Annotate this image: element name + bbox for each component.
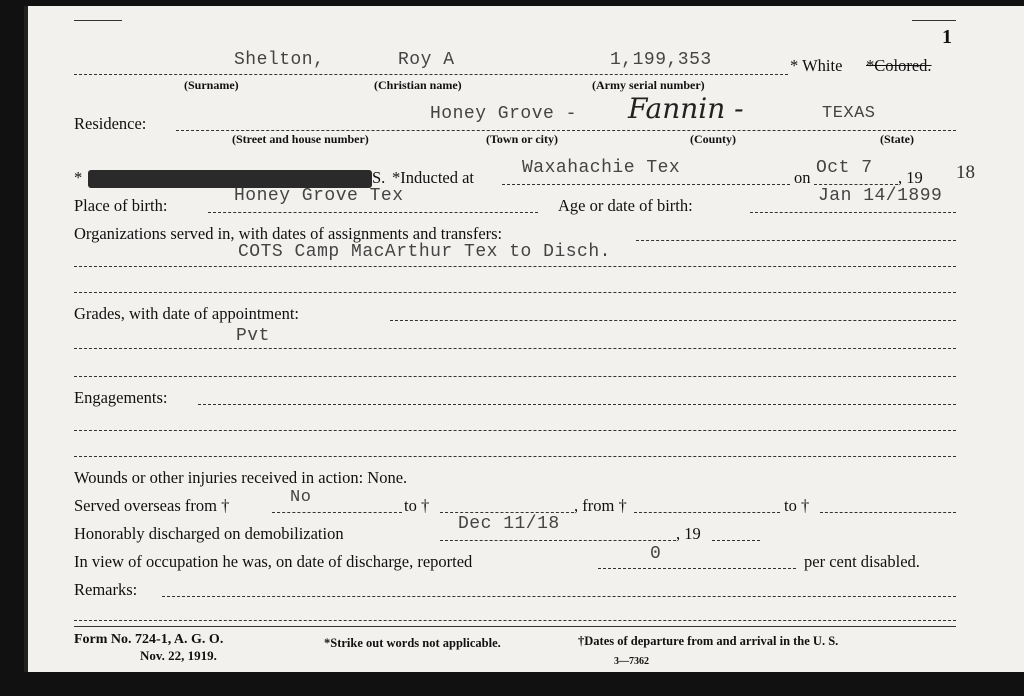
street-label: (Street and house number) xyxy=(232,132,369,146)
christian-name-label: (Christian name) xyxy=(374,78,462,92)
overseas-to-label: to † xyxy=(404,496,430,515)
service-record-card xyxy=(24,6,1024,672)
discharge-line xyxy=(440,540,676,541)
birthplace-line xyxy=(208,212,538,213)
remarks-label: Remarks: xyxy=(74,580,138,599)
overseas-from2-label: , from † xyxy=(574,496,627,515)
overseas-to2-label: to † xyxy=(784,496,810,515)
organizations-value: COTS Camp MacArthur Tex to Disch. xyxy=(238,242,611,262)
town-label: (Town or city) xyxy=(486,132,558,146)
state-label: (State) xyxy=(880,132,914,146)
footer-rule xyxy=(74,626,956,627)
surname-label: (Surname) xyxy=(184,78,239,92)
enlisted-suffix: S. xyxy=(372,168,386,187)
name-line xyxy=(74,74,788,75)
top-right-rule xyxy=(912,20,956,21)
residence-town: Honey Grove - xyxy=(430,104,577,124)
discharge-year-label: , 19 xyxy=(676,524,701,543)
grades-line-1 xyxy=(390,320,956,321)
inducted-year: 18 xyxy=(956,162,975,183)
organizations-line-2 xyxy=(74,266,956,267)
inducted-year-prefix: , 19 xyxy=(898,168,923,187)
age-label: Age or date of birth: xyxy=(558,196,693,215)
form-number: Form No. 724-1, A. G. O. xyxy=(74,632,224,647)
disability-value: 0 xyxy=(650,544,662,564)
birth-date-value: Jan 14/1899 xyxy=(818,186,943,206)
birthplace-label: Place of birth: xyxy=(74,196,168,215)
residence-state: TEXAS xyxy=(822,104,876,123)
dates-note: †Dates of departure from and arrival in the U. S. xyxy=(578,634,839,648)
inducted-date-line xyxy=(814,184,898,185)
inducted-on-label: on xyxy=(794,168,811,187)
inducted-label: *Inducted at xyxy=(392,168,475,187)
grades-label: Grades, with date of appointment: xyxy=(74,304,299,323)
race-colored: *Colored. xyxy=(866,56,932,75)
county-label: (County) xyxy=(690,132,737,146)
form-date: Nov. 22, 1919. xyxy=(140,648,217,663)
residence-county: Fannin - xyxy=(628,92,744,125)
discharge-year-line xyxy=(712,540,760,541)
organizations-line-1 xyxy=(636,240,956,241)
engagements-line-1 xyxy=(198,404,956,405)
enlisted-asterisk: * xyxy=(74,168,83,187)
form-code: 3—7362 xyxy=(614,656,649,667)
organizations-line-3 xyxy=(74,292,956,293)
discharge-date: Dec 11/18 xyxy=(458,514,560,534)
overseas-from2-line xyxy=(634,512,780,513)
engagements-line-2 xyxy=(74,430,956,431)
residence-label: Residence: xyxy=(74,114,147,133)
birthplace-value: Honey Grove Tex xyxy=(234,186,404,206)
top-left-rule xyxy=(74,20,122,21)
overseas-to-line xyxy=(440,512,574,513)
engagements-label: Engagements: xyxy=(74,388,168,407)
grades-line-3 xyxy=(74,376,956,377)
disability-suffix: per cent disabled. xyxy=(804,552,920,571)
engagements-line-3 xyxy=(74,456,956,457)
inducted-place: Waxahachie Tex xyxy=(522,158,681,178)
wounds-text: Wounds or other injuries received in action: None. xyxy=(74,468,408,487)
strike-note: *Strike out words not applicable. xyxy=(324,636,501,650)
grades-value: Pvt xyxy=(236,326,270,346)
remarks-line-2 xyxy=(74,620,956,621)
disability-label: In view of occupation he was, on date of discharge, reported xyxy=(74,552,473,571)
grades-line-2 xyxy=(74,348,956,349)
overseas-to2-line xyxy=(820,512,956,513)
christian-name-value: Roy A xyxy=(398,50,455,70)
remarks-line-1 xyxy=(162,596,956,597)
disability-line xyxy=(598,568,796,569)
overseas-value: No xyxy=(290,488,312,507)
age-line xyxy=(750,212,956,213)
serial-number-value: 1,199,353 xyxy=(610,50,712,70)
race-white: * White xyxy=(790,56,843,75)
surname-value: Shelton, xyxy=(234,50,325,70)
overseas-label: Served overseas from † xyxy=(74,496,230,515)
inducted-line xyxy=(502,184,790,185)
discharge-label: Honorably discharged on demobilization xyxy=(74,524,344,543)
residence-line xyxy=(176,130,956,131)
overseas-from-line xyxy=(272,512,402,513)
inducted-date: Oct 7 xyxy=(816,158,873,178)
organizations-label: Organizations served in, with dates of assignments and transfers: xyxy=(74,224,503,243)
card-number: 1 xyxy=(942,26,952,48)
serial-number-label: (Army serial number) xyxy=(592,78,705,92)
